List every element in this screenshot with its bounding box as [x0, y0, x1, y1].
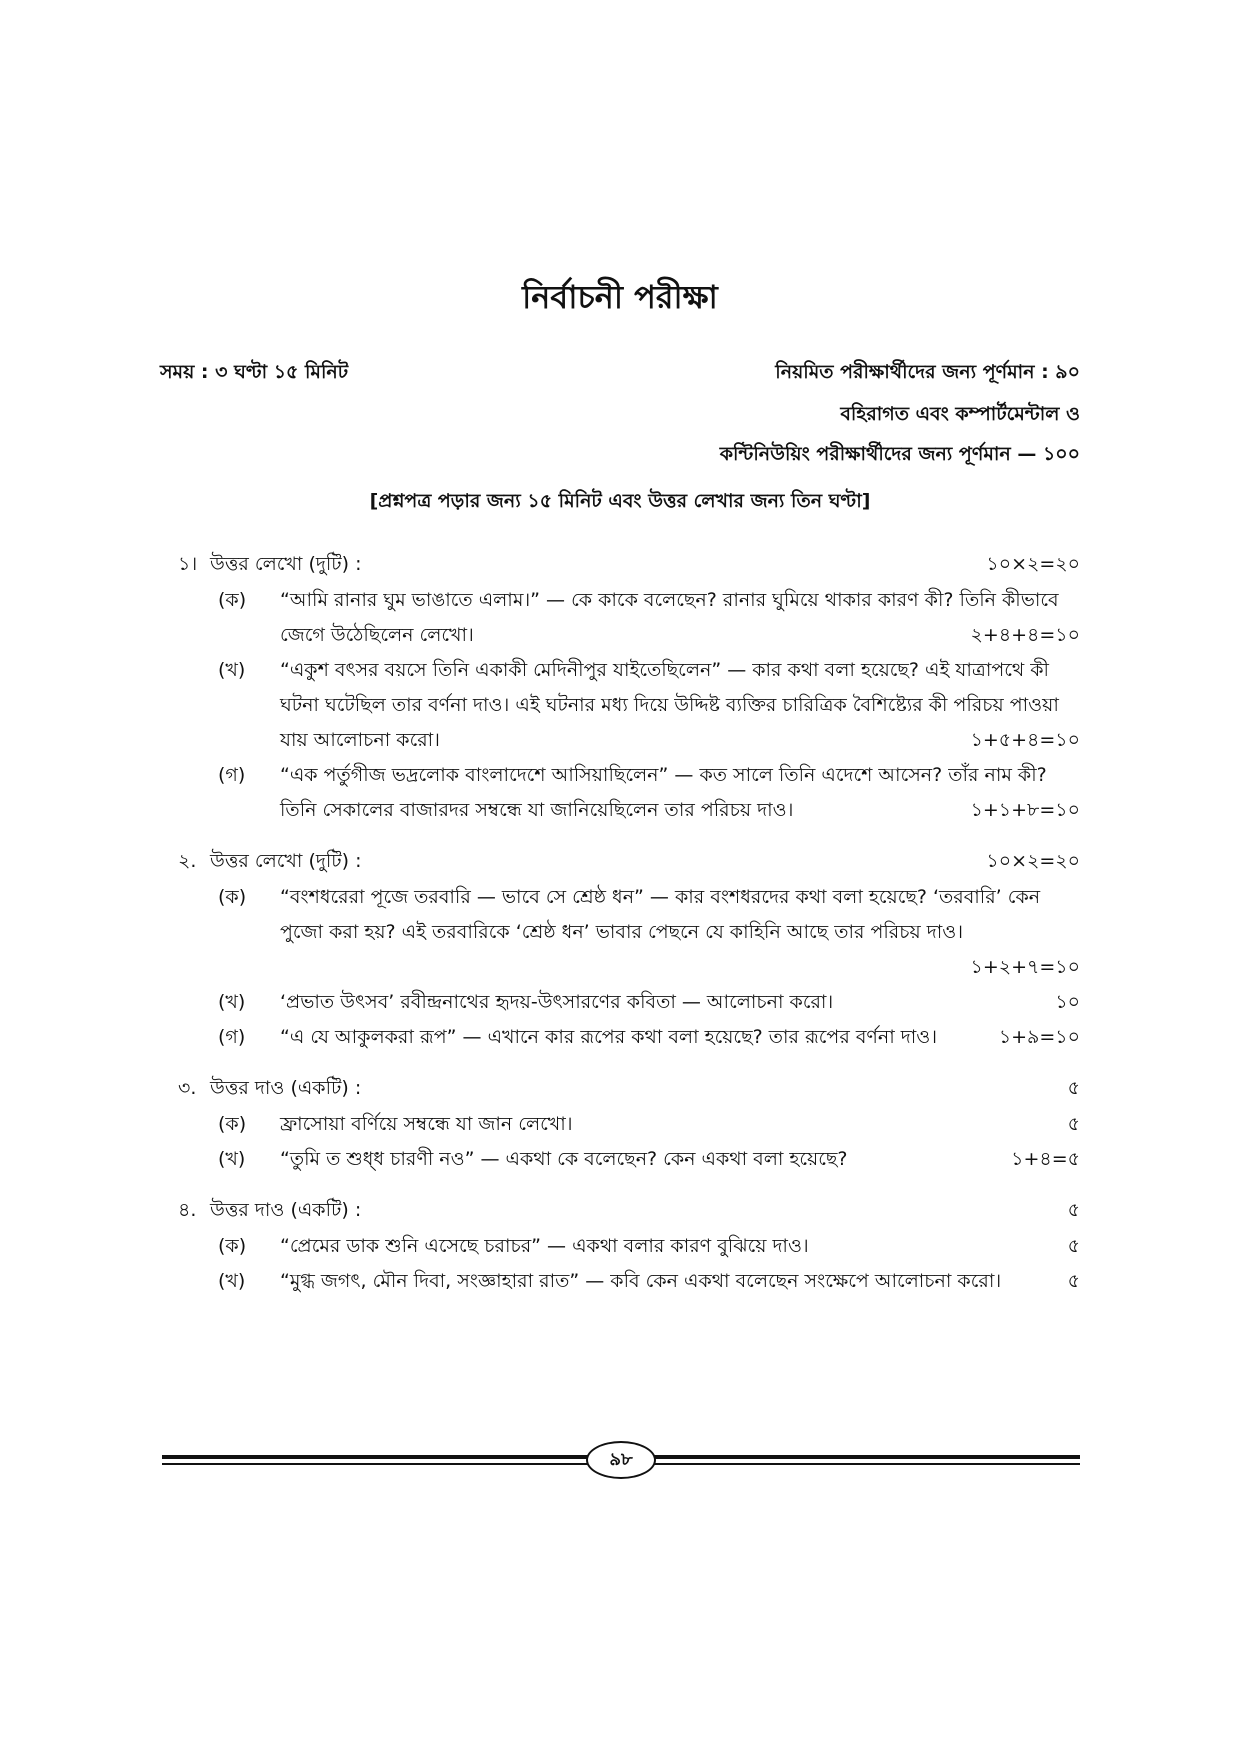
- sub-question-marks: ১+৯=১০: [998, 1026, 1080, 1048]
- question-heading: [178, 842, 1080, 880]
- sub-question-text: “তুমি ত শুধ্ধ চারণী নও” — একথা কে বলেছেন? কেন একথা বলা হয়েছে?: [280, 1148, 848, 1170]
- exam-duration: সময় : ৩ ঘণ্টা ১৫ মিনিট: [160, 361, 349, 383]
- sub-question-body: [280, 1142, 1080, 1177]
- question-3: [178, 1069, 1080, 1177]
- question-1: [178, 545, 1080, 828]
- sub-question-body: [280, 1107, 1080, 1142]
- question-marks: ৫: [1067, 1077, 1080, 1099]
- sub-question-text: “এ যে আকুলকরা রূপ” — এখানে কার রূপের কথা বলা হয়েছে? তার রূপের বর্ণনা দাও।: [280, 1026, 938, 1048]
- question-number: ৪.: [178, 1199, 197, 1221]
- sub-question: [178, 583, 1080, 653]
- sub-question-body: [280, 1264, 1080, 1299]
- sub-question-body: [280, 985, 1080, 1020]
- sub-question-text: “একুশ বৎসর বয়সে তিনি একাকী মেদিনীপুর যাইতেছিলেন” — কার কথা বলা হয়েছে? এই যাত্রাপথে কী ঘটনা ঘটেছিল তার বর্ণনা দাও। এই ঘটনার মধ্য দিয়ে উদ্দিষ্ট ব্যক্তির চারিত্রিক বৈশিষ্ট্যের কী পরিচয় পাওয়া যায় আলোচনা করো।: [280, 659, 1059, 751]
- sub-question-text: “আমি রানার ঘুম ভাঙাতে এলাম।” — কে কাকে বলেছেন? রানার ঘুমিয়ে থাকার কারণ কী? তিনি কীভাবে জেগে উঠেছিলেন লেখো।: [280, 589, 1059, 646]
- exam-instruction: [প্রশ্নপত্র পড়ার জন্য ১৫ মিনিট এবং উত্তর লেখার জন্য তিন ঘণ্টা]: [369, 490, 871, 512]
- sub-question-text: “প্রেমের ডাক শুনি এসেছে চরাচর” — একথা বলার কারণ বুঝিয়ে দাও।: [280, 1235, 809, 1257]
- sub-question-label: (ক): [218, 589, 247, 611]
- sub-question-body: [280, 1229, 1080, 1264]
- sub-question: [178, 1107, 1080, 1142]
- sub-question-text: “বংশধরেরা পূজে তরবারি — ভাবে সে শ্রেষ্ঠ ধন” — কার বংশধরদের কথা বলা হয়েছে? ‘তরবারি’ কেন পুজো করা হয়? এই তরবারিকে ‘শ্রেষ্ঠ ধন’ ভাবার পেছনে যে কাহিনি আছে তার পরিচয় দাও।: [280, 886, 1041, 943]
- full-marks-regular: নিয়মিত পরীক্ষার্থীদের জন্য পূর্ণমান : ৯০: [775, 361, 1080, 383]
- question-list: [178, 545, 1080, 1313]
- exam-title: নির্বাচনী পরীক্ষা: [522, 278, 718, 316]
- sub-question-label: (খ): [218, 1270, 246, 1292]
- sub-question-label: (গ): [218, 764, 246, 786]
- sub-question-marks: ২+৪+৪=১০: [970, 624, 1080, 646]
- question-instruction: উত্তর দাও (একটি) :: [210, 1199, 362, 1221]
- sub-question: [178, 1142, 1080, 1177]
- sub-question-body: [280, 653, 1080, 758]
- sub-question: [178, 758, 1080, 828]
- question-instruction: উত্তর দাও (একটি) :: [210, 1077, 362, 1099]
- sub-question-body: [280, 583, 1080, 653]
- sub-question-body: [280, 880, 1080, 985]
- sub-question-label: (খ): [218, 991, 246, 1013]
- sub-question-label: (ক): [218, 886, 247, 908]
- sub-question: [178, 1264, 1080, 1299]
- full-marks-other-line1: বহিরাগত এবং কম্পার্টমেন্টাল ও: [840, 403, 1080, 425]
- sub-question-marks: ১+১+৮=১০: [970, 799, 1080, 821]
- sub-question-marks: ৫: [1067, 1270, 1080, 1292]
- sub-question-text: “এক পর্তুগীজ ভদ্রলোক বাংলাদেশে আসিয়াছিলেন” — কত সালে তিনি এদেশে আসেন? তাঁর নাম কী? তিনি সেকালের বাজারদর সম্বন্ধে যা জানিয়েছিলেন তার পরিচয় দাও।: [280, 764, 1047, 821]
- question-4: [178, 1191, 1080, 1299]
- sub-question-text: ফ্রাসোয়া বর্ণিয়ে সম্বন্ধে যা জান লেখো।: [280, 1113, 573, 1135]
- question-number: ৩.: [178, 1077, 197, 1099]
- sub-question: [178, 985, 1080, 1020]
- sub-question-marks: ১+৪=৫: [1011, 1148, 1080, 1170]
- sub-question-label: (খ): [218, 1148, 246, 1170]
- question-heading-text: [178, 1191, 361, 1229]
- question-number: ২.: [178, 850, 197, 872]
- question-marks: ৫: [1067, 1199, 1080, 1221]
- question-heading: [178, 545, 1080, 583]
- sub-question-body: [280, 1020, 1080, 1055]
- question-heading: [178, 1191, 1080, 1229]
- question-number: ১।: [178, 553, 198, 575]
- question-heading-text: [178, 842, 362, 880]
- sub-question-label: (খ): [218, 659, 246, 681]
- sub-question: [178, 1020, 1080, 1055]
- question-2: [178, 842, 1080, 1055]
- question-heading-text: [178, 1069, 361, 1107]
- sub-question: [178, 653, 1080, 758]
- sub-question-text: “মুগ্ধ জগৎ, মৌন দিবা, সংজ্ঞাহারা রাত” — কবি কেন একথা বলেছেন সংক্ষেপে আলোচনা করো।: [280, 1270, 1002, 1292]
- question-marks: ১০×২=২০: [986, 850, 1080, 872]
- sub-question-marks: ৫: [1067, 1235, 1080, 1257]
- sub-question-marks: ৫: [1067, 1113, 1080, 1135]
- sub-question-label: (ক): [218, 1113, 247, 1135]
- sub-question-label: (গ): [218, 1026, 246, 1048]
- question-heading: [178, 1069, 1080, 1107]
- full-marks-other-line2: কন্টিনিউয়িং পরীক্ষার্থীদের জন্য পূর্ণমান — ১০০: [719, 443, 1080, 465]
- question-instruction: উত্তর লেখো (দুটি) :: [210, 553, 362, 575]
- sub-question-marks: ১+৫+৪=১০: [970, 729, 1080, 751]
- sub-question: [178, 880, 1080, 985]
- question-marks: ১০×২=২০: [986, 553, 1080, 575]
- sub-question-label: (ক): [218, 1235, 247, 1257]
- sub-question: [178, 1229, 1080, 1264]
- sub-question-marks: ১+২+৭=১০: [970, 956, 1080, 978]
- sub-question-body: [280, 758, 1080, 828]
- sub-question-marks: ১০: [1055, 991, 1080, 1013]
- question-instruction: উত্তর লেখো (দুটি) :: [210, 850, 362, 872]
- question-heading-text: [178, 545, 362, 583]
- page-number: ৯৮: [586, 1441, 656, 1479]
- sub-question-text: ‘প্রভাত উৎসব’ রবীন্দ্রনাথের হৃদয়-উৎসারণের কবিতা — আলোচনা করো।: [280, 991, 834, 1013]
